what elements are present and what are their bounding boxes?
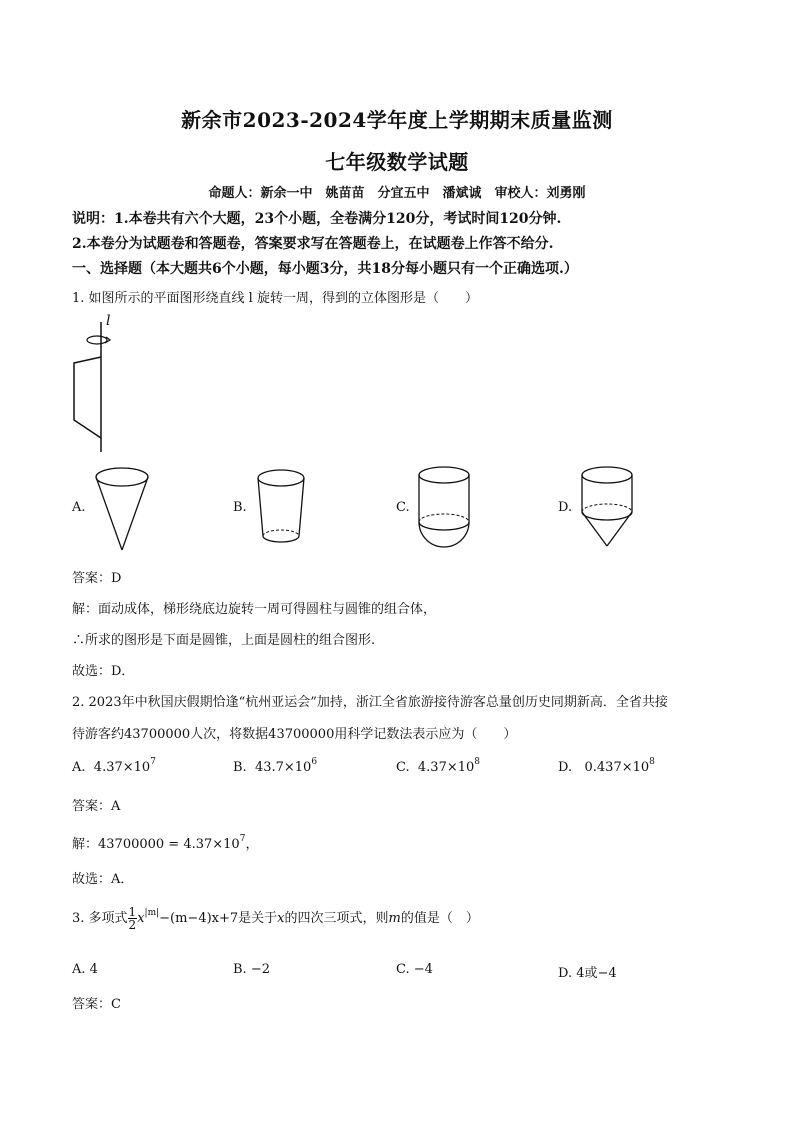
- q2-option-b-exp: 6: [311, 757, 318, 767]
- axis-label-l: l: [106, 313, 111, 329]
- q1-stem: 1. 如图所示的平面图形绕直线 l 旋转一周，得到的立体图形是（ ）: [72, 291, 478, 306]
- q2-option-d-label: D.: [558, 760, 573, 775]
- q2-solution-exp: 7: [239, 834, 246, 844]
- q3-frac-denominator: 2: [128, 918, 137, 932]
- q3-stem: [72, 906, 479, 931]
- q2-option-b-base: 43.7×10: [254, 760, 312, 775]
- q2-option-c-exp: 8: [474, 757, 481, 767]
- q3-frac-numerator: 1: [128, 905, 137, 919]
- q3-stem-end: 的值是（ ）: [400, 911, 479, 926]
- q2-option-a: [72, 757, 156, 775]
- q3-var-x: x: [137, 911, 145, 926]
- q2-option-a-base: 4.37×10: [93, 760, 151, 775]
- q2-stem-line-2: 待游客约43700000人次，将数据43700000用科学记数法表示应为（ ）: [72, 727, 517, 742]
- instruction-line-1: 说明：1.本卷共有六个大题，23个小题，全卷满分120分，考试时间120分钟.: [72, 211, 562, 227]
- q2-option-d-base: 0.437×10: [584, 760, 650, 775]
- q1-solution-line-1: 解：面动成体，梯形绕底边旋转一周可得圆柱与圆锥的组合体，: [72, 602, 437, 617]
- q1-option-d-figure: [580, 462, 636, 552]
- q1-option-c-label: C.: [396, 500, 410, 515]
- q2-option-a-exp: 7: [150, 757, 156, 767]
- q1-choice: 故选：D．: [72, 664, 135, 679]
- q2-option-d-exp: 8: [649, 757, 655, 767]
- q2-option-d: [558, 757, 655, 775]
- q3-var-x2: x: [277, 911, 285, 926]
- q2-stem-line-1: 2. 2023年中秋国庆假期恰逢“杭州亚运会”加持，浙江全省旅游接待游客总量创历史同期新高．全省共接: [72, 695, 668, 710]
- q3-stem-prefix: 3. 多项式: [72, 911, 128, 926]
- section-heading: 一、选择题（本大题共6个小题，每小题3分，共18分每小题只有一个正确选项.）: [72, 261, 578, 277]
- page-subtitle: 七年级数学试题: [325, 150, 469, 174]
- q2-solution-prefix: 解：43700000 = 4.37×10: [72, 837, 240, 852]
- q1-plane-figure: [60, 310, 130, 455]
- q2-solution-suffix: ，: [245, 837, 259, 852]
- q2-option-c-base: 4.37×10: [417, 760, 475, 775]
- q1-option-b-label: B.: [233, 500, 247, 515]
- q1-solution-line-2: ∴所求的图形是下面是圆锥，上面是圆柱的组合图形.: [72, 633, 376, 648]
- instruction-line-2: 2.本卷分为试题卷和答题卷，答案要求写在答题卷上，在试题卷上作答不给分.: [72, 236, 554, 252]
- q1-option-b-figure: [256, 466, 308, 546]
- q2-option-b-label: B.: [233, 760, 247, 775]
- q1-answer: 答案：D: [72, 571, 122, 586]
- q2-solution: [72, 833, 258, 852]
- authors-line: 命题人：新余一中 姚苗苗 分宜五中 潘斌诚 审校人：刘勇刚: [208, 186, 586, 201]
- q2-option-c-label: C.: [396, 760, 410, 775]
- q2-option-a-label: A.: [72, 760, 86, 775]
- q2-option-c: [396, 757, 481, 775]
- q3-option-d: D. 4或−4: [558, 966, 617, 981]
- q2-option-b: [233, 757, 318, 775]
- q3-stem-mid2: 的四次三项式，则: [284, 911, 389, 926]
- q1-option-a-label: A.: [72, 500, 86, 515]
- q3-option-c: C. −4: [396, 962, 433, 977]
- q1-option-a-figure: [94, 462, 154, 554]
- q3-option-a: A. 4: [72, 962, 98, 977]
- q3-fraction: [128, 906, 138, 931]
- q1-option-c-figure: [417, 462, 473, 552]
- page-title: 新余市2023-2024学年度上学期期末质量监测: [181, 108, 613, 132]
- q2-choice: 故选：A．: [72, 872, 134, 887]
- q3-stem-mid: −(m−4)x+7是关于: [159, 911, 278, 926]
- q3-var-m: m: [388, 911, 401, 926]
- q3-option-b: B. −2: [233, 962, 270, 977]
- q3-exponent: |m|: [144, 908, 160, 918]
- q2-answer: 答案：A: [72, 799, 121, 814]
- q1-option-d-label: D.: [558, 500, 573, 515]
- q3-answer: 答案：C: [72, 997, 121, 1012]
